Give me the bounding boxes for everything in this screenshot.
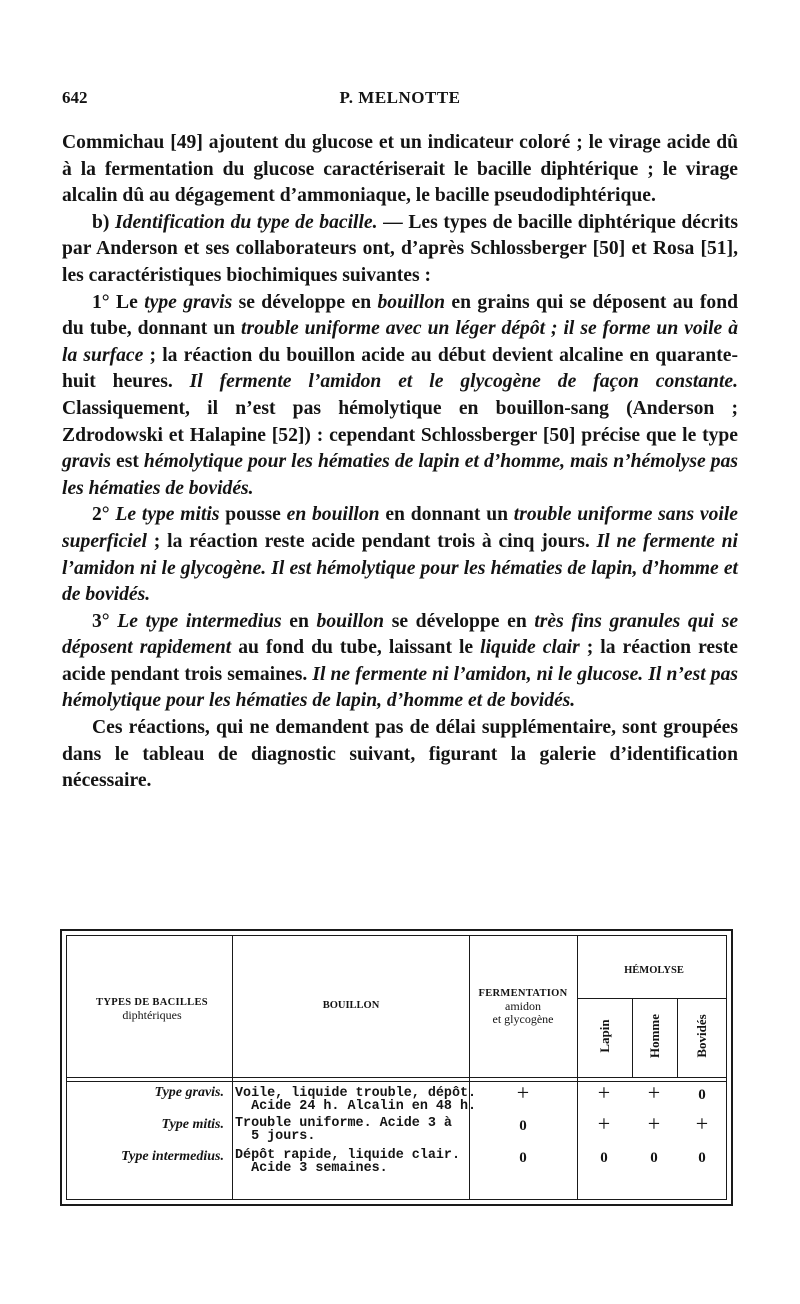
row-lapin: + bbox=[597, 1080, 611, 1105]
italic-run: Le type mitis bbox=[115, 504, 220, 526]
text-run: en bbox=[281, 610, 317, 632]
text-run: 3° bbox=[92, 610, 118, 632]
text-run: pousse bbox=[219, 504, 287, 526]
table-col-divider bbox=[577, 936, 578, 1199]
text-run: b) bbox=[92, 211, 116, 233]
row-bovides: 0 bbox=[698, 1150, 706, 1166]
row-homme: + bbox=[647, 1111, 661, 1136]
italic-run: en bouillon bbox=[286, 504, 380, 526]
text-run: ; la réaction reste acide pendant trois à cinq jours. bbox=[146, 530, 597, 552]
diagnostic-table-inner bbox=[66, 935, 727, 1200]
italic-run: bouillon bbox=[316, 610, 385, 632]
row-type: Type gravis. bbox=[154, 1085, 224, 1100]
text-run: est bbox=[110, 451, 144, 473]
table-col-divider bbox=[632, 999, 633, 1077]
row-homme: + bbox=[647, 1080, 661, 1105]
paragraph-5 bbox=[62, 715, 738, 795]
running-head: P. MELNOTTE bbox=[339, 88, 461, 107]
row-lapin: + bbox=[597, 1111, 611, 1136]
header-types-line1: TYPES DE BACILLES bbox=[96, 997, 208, 1008]
row-type: Type intermedius. bbox=[121, 1149, 224, 1164]
table-col-divider bbox=[677, 999, 678, 1077]
italic-run: Il fermente l’amidon et le glycogène de façon constante. bbox=[189, 371, 738, 393]
table-col-divider bbox=[469, 936, 470, 1199]
header-lapin: Lapin bbox=[597, 1019, 612, 1053]
text-run: se développe en bbox=[232, 291, 378, 313]
header-types-line2: diphtériques bbox=[122, 1008, 182, 1022]
italic-run: type gravis bbox=[144, 291, 233, 313]
header-bouillon: BOUILLON bbox=[322, 1000, 380, 1011]
header-fermentation-line3: et glycogène bbox=[492, 1012, 554, 1026]
text-run: Ces réactions, qui ne demandent pas de délai supplémentaire, sont groupées dans le tableau de diagnostic suivant, figurant la galerie d’identification nécessaire. bbox=[62, 717, 738, 792]
italic-run: hémolytique pour les hématies de lapin et d’homme, mais n’hémolyse pas les hématies de bovidés. bbox=[62, 451, 738, 499]
text-run: Commichau [49] ajoutent du glucose et un indicateur coloré ; le virage acide dû à la fermentation du glucose caractériserait le bacille diphtérique ; le virage alcalin dû au dégagement d’ammoniaque, le bacille pseudodiphtérique. bbox=[62, 132, 738, 207]
row-fermentation: + bbox=[516, 1080, 530, 1105]
text-run: au fond du tube, laissant le bbox=[231, 637, 481, 659]
paragraph-2 bbox=[62, 290, 738, 503]
row-bouillon: Trouble uniforme. Acide 3 à 5 jours. bbox=[235, 1116, 452, 1145]
header-types bbox=[77, 996, 227, 1022]
text-run: Classiquement, il n’est pas hémolytique en bouillon-sang (Anderson ; Zdrodowski et Halapine [52]) : cependant Schlossberger [50] précise que le type bbox=[62, 397, 738, 446]
row-bovides: 0 bbox=[698, 1087, 706, 1103]
text-run: — Les types de bacille diphtérique décrits par Anderson et ses collaborateurs ont, d’après Schlossberger [50] et Rosa [51], les caractéristiques biochimiques suivantes : bbox=[62, 211, 738, 286]
text-run: ; la réaction reste acide pendant trois semaines. bbox=[62, 637, 738, 685]
row-bouillon: Voile, liquide trouble, dépôt. Acide 24 h. Alcalin en 48 h. bbox=[235, 1086, 477, 1115]
row-fermentation: 0 bbox=[519, 1150, 527, 1166]
italic-run: Identification du type de bacille. bbox=[115, 211, 378, 233]
paragraph-3 bbox=[62, 502, 738, 608]
row-bouillon: Dépôt rapide, liquide clair. Acide 3 semaines. bbox=[235, 1148, 460, 1177]
text-run: 2° bbox=[92, 504, 116, 526]
italic-run: bouillon bbox=[377, 291, 446, 313]
table-col-divider bbox=[232, 936, 233, 1199]
table-header-divider bbox=[67, 1077, 726, 1078]
italic-run: Le type intermedius bbox=[117, 610, 282, 632]
text-run: en donnant un bbox=[379, 504, 514, 526]
body-text bbox=[62, 130, 738, 795]
italic-run: trouble uniforme avec un léger dépôt ; il se forme un voile à la surface bbox=[62, 318, 738, 366]
paragraph-4 bbox=[62, 609, 738, 715]
text-run: 1° Le bbox=[92, 291, 145, 313]
italic-run: très fins granules qui se déposent rapidement bbox=[62, 610, 739, 659]
italic-run: gravis bbox=[62, 451, 111, 473]
italic-run: liquide clair bbox=[480, 637, 580, 659]
row-fermentation: 0 bbox=[519, 1118, 527, 1134]
text-run: ; la réaction du bouillon acide au début devient alcaline en quarante-huit heures. bbox=[62, 344, 738, 393]
italic-run: trouble uniforme sans voile superficiel bbox=[62, 504, 738, 552]
text-run: en grains qui se déposent au fond du tube, donnant un bbox=[62, 291, 739, 340]
header-hemolyse: HÉMOLYSE bbox=[624, 965, 684, 976]
row-lapin: 0 bbox=[600, 1150, 608, 1166]
row-bovides: + bbox=[695, 1111, 709, 1136]
header-fermentation-line2: amidon bbox=[505, 999, 541, 1013]
header-fermentation bbox=[471, 987, 575, 1026]
table-row-divider bbox=[577, 998, 726, 999]
header-homme: Homme bbox=[647, 1013, 662, 1059]
italic-run: Il ne fermente ni l’amidon, ni le glucose. Il n’est pas hémolytique pour les hématies de lapin, d’homme et de bovidés. bbox=[62, 663, 738, 712]
header-bovides: Bovidés bbox=[694, 1014, 709, 1058]
page-number: 642 bbox=[62, 88, 88, 107]
text-run: se développe en bbox=[384, 610, 535, 632]
paragraph-0 bbox=[62, 130, 738, 210]
row-type: Type mitis. bbox=[161, 1117, 224, 1132]
row-homme: 0 bbox=[650, 1150, 658, 1166]
italic-run: Il ne fermente ni l’amidon ni le glycogène. Il est hémolytique pour les hématies de lapin, d’homme et de bovidés. bbox=[62, 530, 738, 606]
paragraph-1 bbox=[62, 210, 738, 290]
diagnostic-table bbox=[60, 929, 733, 1206]
page-header bbox=[62, 88, 738, 116]
header-fermentation-line1: FERMENTATION bbox=[478, 988, 568, 999]
page bbox=[62, 88, 738, 795]
